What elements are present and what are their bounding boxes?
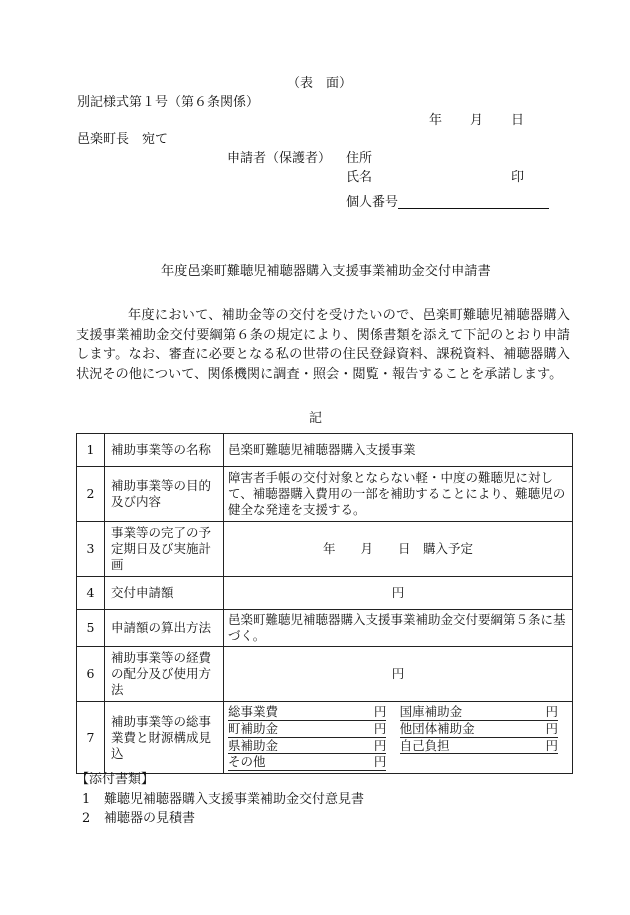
form-number: 別記様式第１号（第６条関係） [77,95,260,110]
row-number: 5 [77,610,105,647]
row-number: 1 [77,434,105,467]
finance-table [228,704,558,770]
yen-unit: 円 [545,720,558,736]
attachment-number: 2 [82,811,91,826]
row-value: 邑楽町難聴児補聴器購入支援事業 [224,434,573,467]
id-number-field[interactable] [398,208,549,209]
row-label: 補助事業等の総事業費と財源構成見込 [105,702,224,774]
prefecture-subsidy-field[interactable] [228,737,386,754]
table-row [77,522,573,577]
date-day: 日 [511,113,525,128]
table-row [77,434,573,467]
addressee: 邑楽町長 宛て [77,132,169,147]
row-value: 障害者手帳の交付対象とならない軽・中度の難聴児に対して、補聴器購入費用の一部を補助することにより、難聴児の健全な発達を支援する。 [224,467,573,522]
total-cost-label: 総事業費 [228,704,279,720]
row-number: 2 [77,467,105,522]
prefecture-subsidy-label: 県補助金 [228,737,279,753]
row-number: 6 [77,647,105,702]
id-number-label: 個人番号 [346,195,399,210]
self-payment-label: 自己負担 [399,737,450,753]
self-payment-field[interactable] [400,737,558,754]
row-label: 事業等の完了の予定期日及び実施計画 [105,522,224,577]
table-row [77,610,573,647]
row-label: 交付申請額 [105,577,224,610]
row-label: 申請額の算出方法 [105,610,224,647]
row-number: 7 [77,702,105,774]
expense-allocation-field[interactable]: 円 [224,647,573,702]
name-label: 氏名 [346,170,373,185]
town-subsidy-field[interactable] [228,720,386,737]
application-table [76,433,573,774]
attachment-number: 1 [82,792,91,807]
other-org-subsidy-field[interactable] [400,720,558,737]
table-row [77,702,573,774]
other-funding-label: その他 [228,754,266,770]
national-subsidy-field[interactable] [400,704,558,720]
application-amount-field[interactable]: 円 [224,577,573,610]
town-subsidy-label: 町補助金 [228,720,279,736]
date-year: 年 [429,113,443,128]
date-month: 月 [470,113,484,128]
other-org-subsidy-label: 他団体補助金 [399,720,475,736]
address-label: 住所 [346,151,373,166]
table-row [77,577,573,610]
yen-unit: 円 [545,704,558,720]
yen-unit: 円 [373,737,387,753]
body-paragraph: 年度において、補助金等の交付を受けたいので、邑楽町難聴児補聴器購入支援事業補助金交付要綱第６条の規定により、関係書類を添えて下記のとおり申請します。なお、審査に必要となる私の世帯の住民登録資料、課税資料、補聴器購入状況その他について、関係機関に調査・照会・閲覧・報告することを承諾します。 [76,308,570,383]
row-value: 邑楽町難聴児補聴器購入支援事業補助金交付要綱第５条に基づく。 [224,610,573,647]
national-subsidy-label: 国庫補助金 [399,704,463,720]
ki-mark: 記 [309,411,323,426]
yen-unit: 円 [545,737,558,753]
other-funding-field[interactable] [228,754,386,771]
applicant-label: 申請者（保護者） [227,151,332,166]
document-title: 年度邑楽町難聴児補聴器購入支援事業補助金交付申請書 [161,264,491,279]
yen-unit: 円 [373,754,387,770]
yen-unit: 円 [373,704,387,720]
attachment-item: 難聴児補聴器購入支援事業補助金交付意見書 [104,792,365,807]
seal-mark: 印 [511,170,525,185]
completion-date-field[interactable]: 年 月 日 購入予定 [224,522,573,577]
finance-cell [224,702,573,774]
row-number: 4 [77,577,105,610]
attachment-item: 補聴器の見積書 [104,811,196,826]
row-label: 補助事業等の名称 [105,434,224,467]
total-cost-field[interactable] [228,704,386,720]
side-label: （表 面） [287,76,353,91]
yen-unit: 円 [373,720,387,736]
row-label: 補助事業等の目的及び内容 [105,467,224,522]
attachments-heading: 【添付書類】 [76,772,155,787]
row-label: 補助事業等の経費の配分及び使用方法 [105,647,224,702]
table-row [77,467,573,522]
table-row [77,647,573,702]
row-number: 3 [77,522,105,577]
